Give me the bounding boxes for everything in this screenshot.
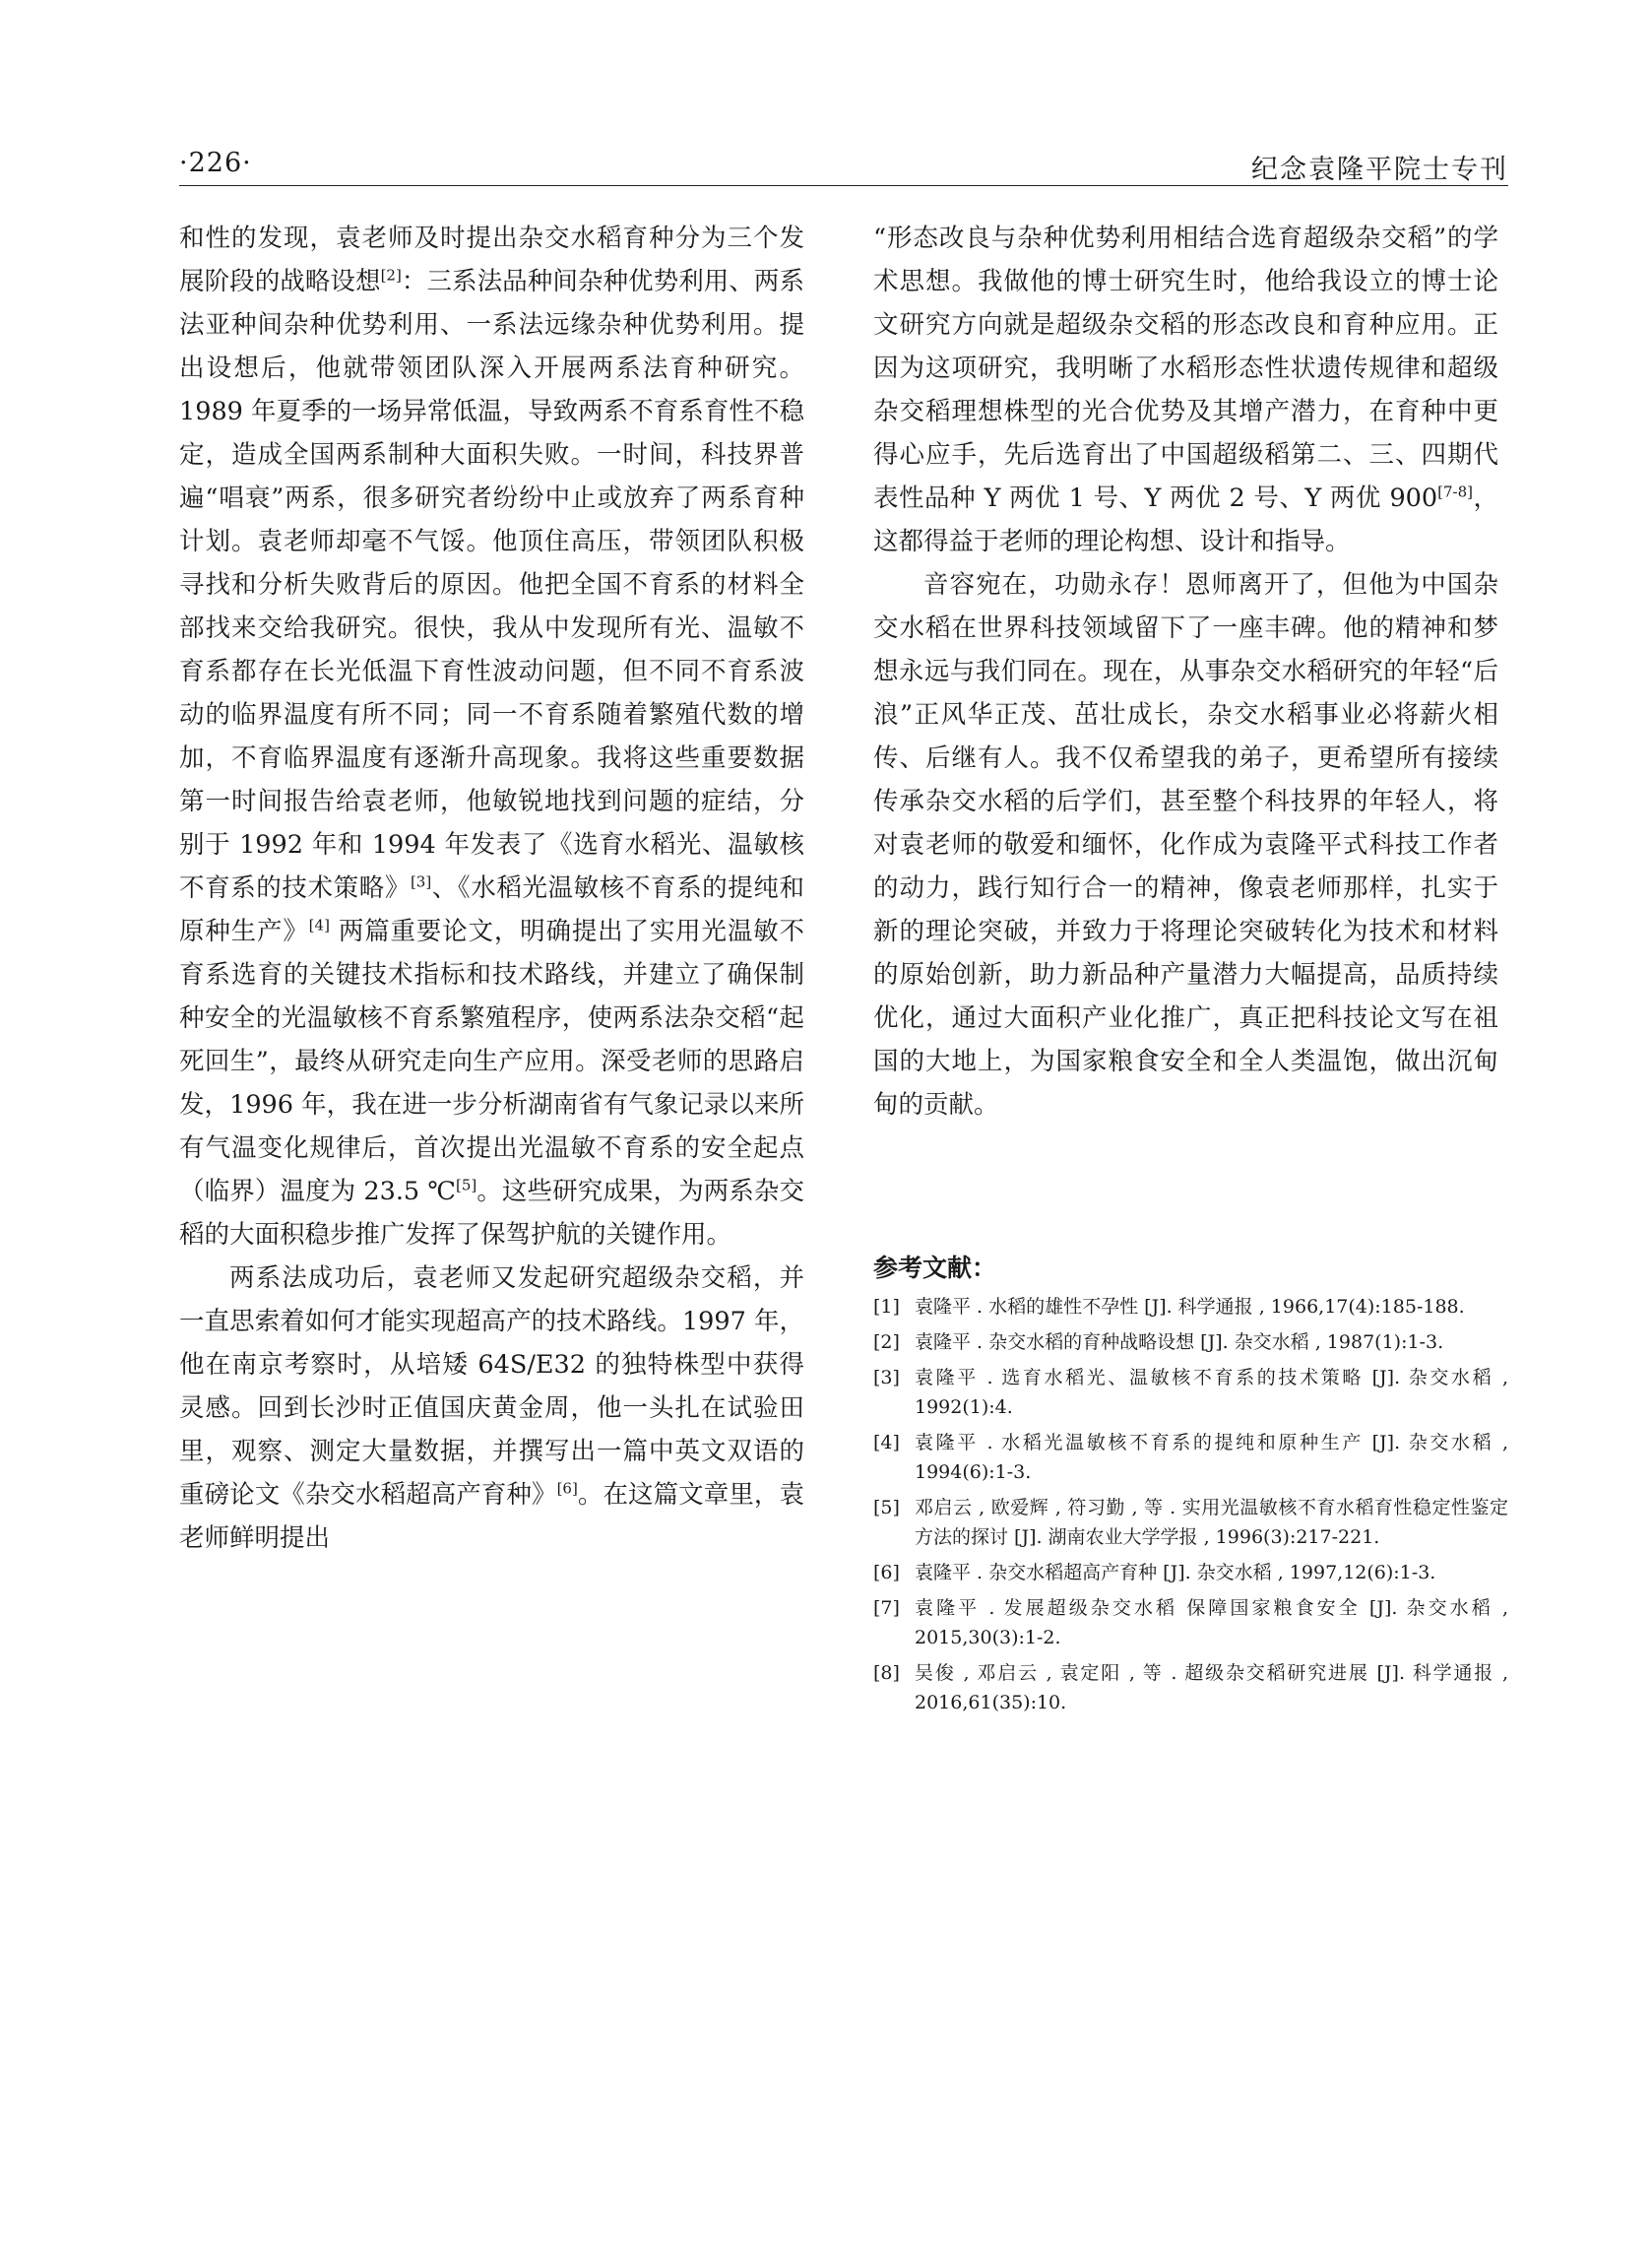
reference-number: [8] xyxy=(873,1662,900,1684)
page-header xyxy=(179,148,1508,187)
reference-item xyxy=(873,1558,1508,1587)
header-rule xyxy=(179,185,1508,186)
references-section xyxy=(873,1249,1508,1723)
journal-title: 纪念袁隆平院士专刊 xyxy=(1251,155,1508,185)
reference-text: 袁隆平 . 杂交水稻的育种战略设想 [J]. 杂交水稻 , 1987(1):1-3. xyxy=(915,1331,1444,1353)
reference-text: 吴俊 , 邓启云 , 袁定阳 , 等 . 超级杂交稻研究进展 [J]. 科学通报 , 2016,61(35):10. xyxy=(915,1662,1508,1713)
reference-item xyxy=(873,1363,1508,1422)
reference-text: 袁隆平 . 水稻的雄性不孕性 [J]. 科学通报 , 1966,17(4):185-188. xyxy=(915,1296,1465,1318)
left-column xyxy=(179,217,804,1560)
reference-text: 袁隆平 . 选育水稻光、温敏核不育系的技术策略 [J]. 杂交水稻 , 1992(1):4. xyxy=(915,1367,1508,1418)
reference-text: 袁隆平 . 水稻光温敏核不育系的提纯和原种生产 [J]. 杂交水稻 , 1994(6):1-3. xyxy=(915,1432,1508,1483)
citation: [2] xyxy=(380,266,402,285)
citation: [4] xyxy=(308,916,330,935)
reference-text: 袁隆平 . 杂交水稻超高产育种 [J]. 杂交水稻 , 1997,12(6):1-3. xyxy=(915,1562,1436,1583)
reference-item xyxy=(873,1292,1508,1322)
body-paragraph: 和性的发现，袁老师及时提出杂交水稻育种分为三个发展阶段的战略设想[2]：三系法品种间杂种优势利用、两系法亚种间杂种优势利用、一系法远缘杂种优势利用。提出设想后，他就带领团队深入开展两系法育种研究。1989 年夏季的一场异常低温，导致两系不育系育性不稳定，造成全国两系制种大面积失败。一时间，科技界普遍“唱衰”两系，很多研究者纷纷中止或放弃了两系育种计划。袁老师却毫不气馁。他顶住高压，带领团队积极寻找和分析失败背后的原因。他把全国不育系的材料全部找来交给我研究。很快，我从中发现所有光、温敏不育系都存在长光低温下育性波动问题，但不同不育系波动的临界温度有所不同；同一不育系随着繁殖代数的增加，不育临界温度有逐渐升高现象。我将这些重要数据第一时间报告给袁老师，他敏锐地找到问题的症结，分别于 1992 年和 1994 年发表了《选育水稻光、温敏核不育系的技术策略》[3]、《水稻光温敏核不育系的提纯和原种生产》[4] 两篇重要论文，明确提出了实用光温敏不育系选育的关键技术指标和技术路线，并建立了确保制种安全的光温敏核不育系繁殖程序，使两系法杂交稻“起死回生”，最终从研究走向生产应用。深受老师的思路启发，1996 年，我在进一步分析湖南省有气象记录以来所有气温变化规律后，首次提出光温敏不育系的安全起点（临界）温度为 23.5 ℃[5]。这些研究成果，为两系杂交稻的大面积稳步推广发挥了保驾护航的关键作用。 xyxy=(179,224,804,1250)
citation: [6] xyxy=(556,1479,578,1498)
references-title: 参考文献： xyxy=(873,1254,997,1282)
reference-item xyxy=(873,1428,1508,1487)
reference-text: 邓启云 , 欧爱辉 , 符习勤 , 等 . 实用光温敏核不育水稻育性稳定性鉴定方法的探讨 [J]. 湖南农业大学学报 , 1996(3):217-221. xyxy=(915,1497,1508,1548)
page-number: ·226· xyxy=(179,148,252,178)
citation: [3] xyxy=(410,872,432,891)
reference-item xyxy=(873,1327,1508,1357)
reference-number: [2] xyxy=(873,1331,900,1353)
body-paragraph: 音容宛在，功勋永存！恩师离开了，但他为中国杂交水稻在世界科技领域留下了一座丰碑。他的精神和梦想永远与我们同在。现在，从事杂交水稻研究的年轻“后浪”正风华正茂、茁壮成长，杂交水稻事业必将薪火相传、后继有人。我不仅希望我的弟子，更希望所有接续传承杂交水稻的后学们，甚至整个科技界的年轻人，将对袁老师的敬爱和缅怀，化作成为袁隆平式科技工作者的动力，践行知行合一的精神，像袁老师那样，扎实于新的理论突破，并致力于将理论突破转化为技术和材料的原始创新，助力新品种产量潜力大幅提高，品质持续优化，通过大面积产业化推广，真正把科技论文写在祖国的大地上，为国家粮食安全和全人类温饱，做出沉甸甸的贡献。 xyxy=(873,570,1498,1120)
reference-item xyxy=(873,1658,1508,1717)
reference-number: [6] xyxy=(873,1562,900,1583)
body-paragraph: 两系法成功后，袁老师又发起研究超级杂交稻，并一直思索着如何才能实现超高产的技术路线。1997 年，他在南京考察时，从培矮 64S/E32 的独特株型中获得灵感。回到长沙时正值国庆黄金周，他一头扎在试验田里，观察、测定大量数据，并撰写出一篇中英文双语的重磅论文《杂交水稻超高产育种》[6]。在这篇文章里，袁老师鲜明提出 xyxy=(179,1263,804,1553)
reference-number: [3] xyxy=(873,1367,900,1388)
reference-number: [7] xyxy=(873,1597,900,1619)
reference-number: [1] xyxy=(873,1296,900,1318)
reference-item xyxy=(873,1593,1508,1652)
body-paragraph: “形态改良与杂种优势利用相结合选育超级杂交稻”的学术思想。我做他的博士研究生时，他给我设立的博士论文研究方向就是超级杂交稻的形态改良和育种应用。正因为这项研究，我明晰了水稻形态性状遗传规律和超级杂交稻理想株型的光合优势及其增产潜力，在育种中更得心应手，先后选育出了中国超级稻第二、三、四期代表性品种 Y 两优 1 号、Y 两优 2 号、Y 两优 900[7-8]，这都得益于老师的理论构想、设计和指导。 xyxy=(873,224,1498,556)
reference-list xyxy=(873,1292,1508,1717)
reference-number: [4] xyxy=(873,1432,900,1453)
reference-item xyxy=(873,1493,1508,1552)
right-column xyxy=(873,217,1498,1127)
citation: [5] xyxy=(455,1176,477,1194)
reference-number: [5] xyxy=(873,1497,900,1518)
reference-text: 袁隆平 . 发展超级杂交水稻 保障国家粮食安全 [J]. 杂交水稻 , 2015,30(3):1-2. xyxy=(915,1597,1508,1648)
citation: [7-8] xyxy=(1437,483,1473,501)
